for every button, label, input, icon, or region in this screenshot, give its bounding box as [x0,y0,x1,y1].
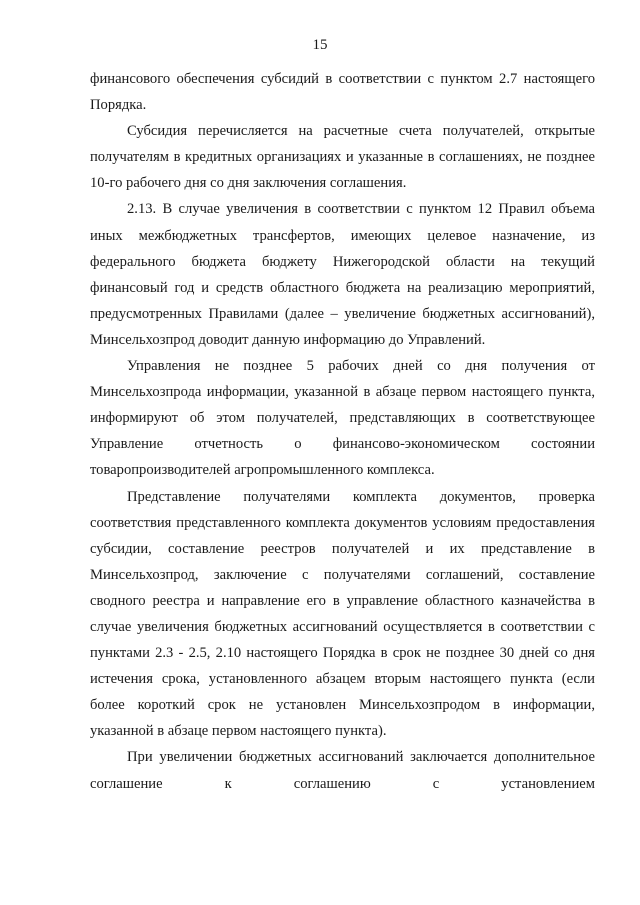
paragraph-additional-agreement: При увеличении бюджетных ассигнований заключается дополнительное соглашение к соглашению с установлением [90,749,595,792]
paragraph-documents-submission: Представление получателями комплекта документов, проверка соответствия представленного комплекта документов условиям предоставления субсидии, составление реестров получателей и их представление в Минсельхозпрод, заключение с получателями соглашений, составление сводного реестра и направление его в управление областного казначейства в случае увеличения бюджетных ассигнований осуществляется в соответствии с пунктами 2.3 - 2.5, 2.10 настоящего Порядка в срок не позднее 30 дней со дня истечения срока, установленного абзацем вторым настоящего пункта (если более короткий срок не установлен Минсельхозпродом в информации, указанной в абзаце первом настоящего пункта). [90,488,595,740]
document-body [90,66,595,797]
page-number: 15 [312,37,328,53]
paragraph-continuation: финансового обеспечения субсидий в соответствии с пунктом 2.7 настоящего Порядка. [90,71,595,114]
paragraph-subsidy-transfer: Субсидия перечисляется на расчетные счета получателей, открытые получателям в кредитных организациях и указанные в соглашениях, не позднее 10-го рабочего дня со дня заключения соглашения. [90,123,595,192]
paragraph-section-2-13: 2.13. В случае увеличения в соответствии с пунктом 12 Правил объема иных межбюджетных трансфертов, имеющих целевое назначение, из федерального бюджета бюджету Нижегородской области на текущий финансовый год и средств областного бюджета на реализацию мероприятий, предусмотренных Правилами (далее – увеличение бюджетных ассигнований), Минсельхозпрод доводит данную информацию до Управлений. [90,201,595,348]
paragraph-departments-notify: Управления не позднее 5 рабочих дней со дня получения от Минсельхозпрода информации, указанной в абзаце первом настоящего пункта, информируют об этом получателей, представляющих в соответствующее Управление отчетность о финансово-экономическом состоянии товаропроизводителей агропромышленного комплекса. [90,358,595,479]
